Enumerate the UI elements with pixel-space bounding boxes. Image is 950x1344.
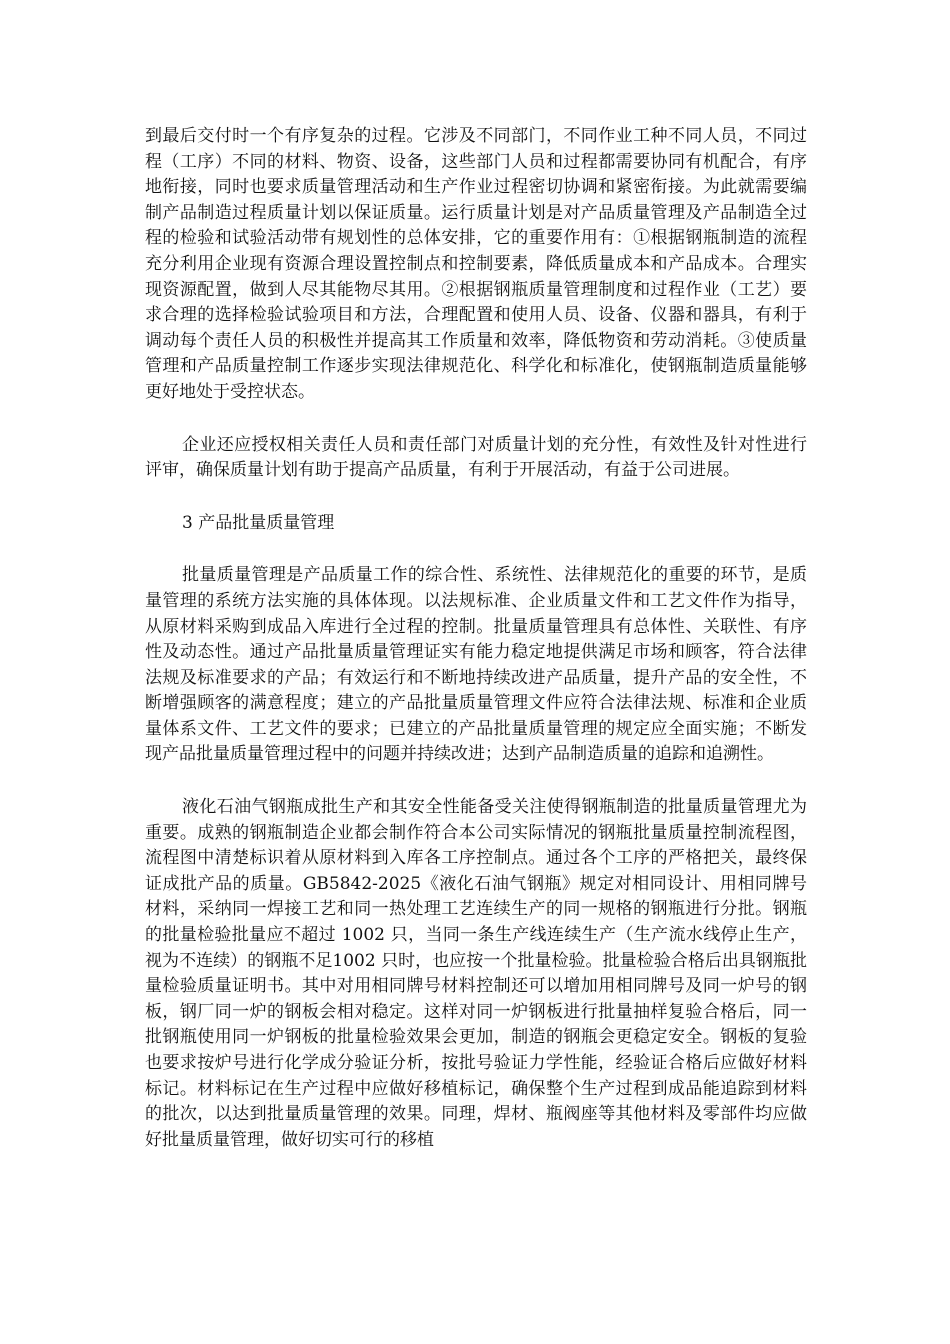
paragraph-plan-review: 企业还应授权相关责任人员和责任部门对质量计划的充分性，有效性及针对性进行评审，确保质量计划有助于提高产品质量，有利于开展活动，有益于公司进展。	[145, 434, 807, 481]
document-body	[145, 124, 807, 1180]
paragraph-batch-quality-management: 批量质量管理是产品质量工作的综合性、系统性、法律规范化的重要的环节，是质量管理的系统方法实施的具体体现。以法规标准、企业质量文件和工艺文件作为指导，从原材料采购到成品入库进行全过程的控制。批量质量管理具有总体性、关联性、有序性及动态性。通过产品批量质量管理证实有能力稳定地提供满足市场和顾客，符合法律法规及标准要求的产品；有效运行和不断地持续改进产品质量，提升产品的安全性，不断增强顾客的满意程度；建立的产品批量质量管理文件应符合法律法规、标准和企业质量体系文件、工艺文件的要求；已建立的产品批量质量管理的规定应全面实施；不断发现产品批量质量管理过程中的问题并持续改进；达到产品制造质量的追踪和追溯性。	[145, 565, 807, 765]
paragraph-lpg-cylinder-batch: 液化石油气钢瓶成批生产和其安全性能备受关注使得钢瓶制造的批量质量管理尤为重要。成熟的钢瓶制造企业都会制作符合本公司实际情况的钢瓶批量质量控制流程图，流程图中清楚标识着从原材料到入库各工序控制点。通过各个工序的严格把关，最终保证成批产品的质量。GB5842-2025《液化石油气钢瓶》规定对相同设计、用相同牌号材料，采纳同一焊接工艺和同一热处理工艺连续生产的同一规格的钢瓶进行分批。钢瓶的批量检验批量应不超过 1002 只，当同一条生产线连续生产（生产流水线停止生产，视为不连续）的钢瓶不足1002 只时，也应按一个批量检验。批量检验合格后出具钢瓶批量检验质量证明书。其中对用相同牌号材料控制还可以增加用相同牌号及同一炉号的钢板，钢厂同一炉的钢板会相对稳定。这样对同一炉钢板进行批量抽样复验合格后，同一批钢瓶使用同一炉钢板的批量检验效果会更加，制造的钢瓶会更稳定安全。钢板的复验也要求按炉号进行化学成分验证分析，按批号验证力学性能，经验证合格后应做好材料标记。材料标记在生产过程中应做好移植标记，确保整个生产过程到成品能追踪到材料的批次，以达到批量质量管理的效果。同理，焊材、瓶阀座等其他材料及零部件均应做好批量质量管理，做好切实可行的移植	[145, 797, 807, 1150]
section-heading-batch-quality: 3 产品批量质量管理	[182, 512, 335, 533]
paragraph-quality-plan: 到最后交付时一个有序复杂的过程。它涉及不同部门，不同作业工种不同人员，不同过程（工序）不同的材料、物资、设备，这些部门人员和过程都需要协同有机配合，有序地衔接，同时也要求质量管理活动和生产作业过程密切协调和紧密衔接。为此就需要编制产品制造过程质量计划以保证质量。运行质量计划是对产品质量管理及产品制造全过程的检验和试验活动带有规划性的总体安排，它的重要作用有：①根据钢瓶制造的流程充分利用企业现有资源合理设置控制点和控制要素，降低质量成本和产品成本。合理实现资源配置，做到人尽其能物尽其用。②根据钢瓶质量管理制度和过程作业（工艺）要求合理的选择检验试验项目和方法，合理配置和使用人员、设备、仪器和器具，有利于调动每个责任人员的积极性并提高其工作质量和效率，降低物资和劳动消耗。③使质量管理和产品质量控制工作逐步实现法律规范化、科学化和标准化，使钢瓶制造质量能够更好地处于受控状态。	[145, 126, 807, 402]
